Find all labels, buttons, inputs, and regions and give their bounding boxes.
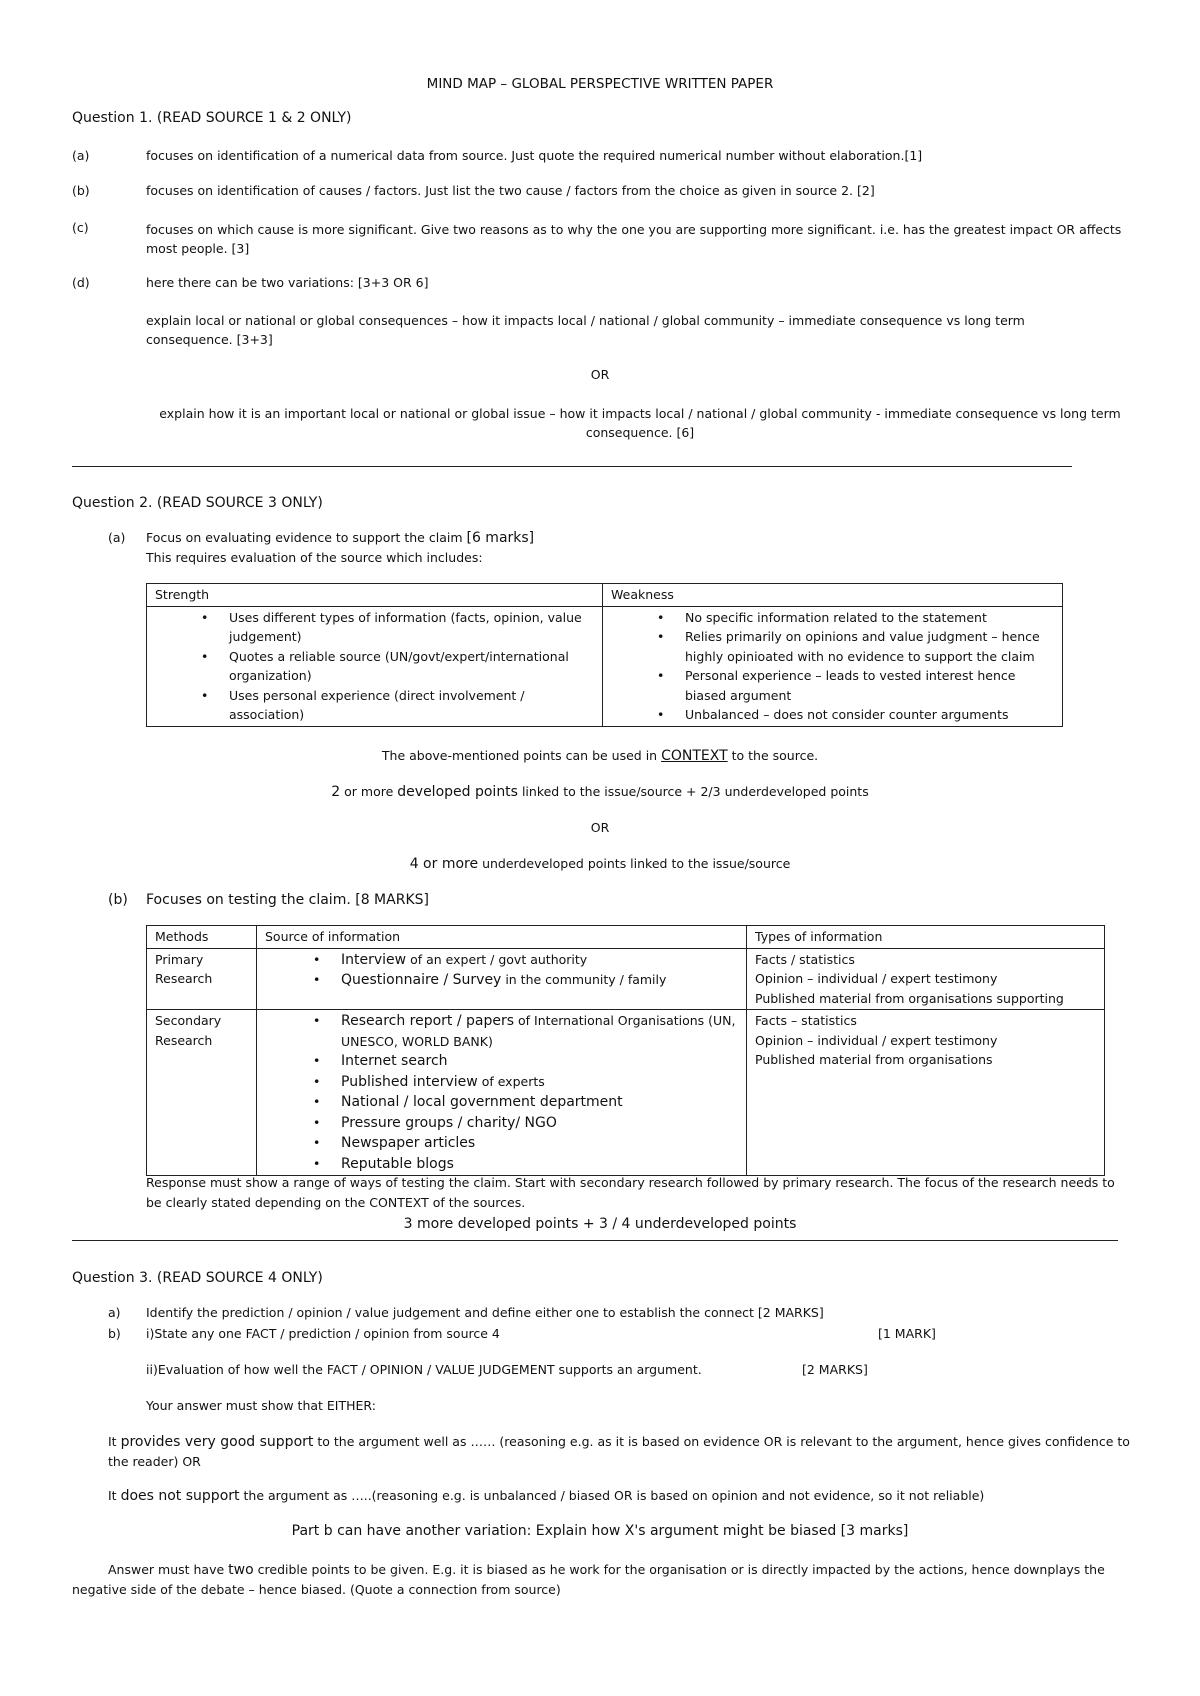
q1c-text: focuses on which cause is more significant. Give two reasons as to why the one you are supporting more significant. i.e. has the greatest impact OR affects most people. [3] [146,222,1122,256]
page-title: MIND MAP – GLOBAL PERSPECTIVE WRITTEN PAPER [426,76,774,92]
q3-heading: Question 3. (READ SOURCE 4 ONLY) [72,1270,323,1286]
weaknesses-cell [603,606,1063,726]
strength-item: • Uses personal experience (direct involvement / association) [189,686,594,725]
source-item [301,1092,738,1113]
type-item: Facts – statistics [755,1013,857,1028]
context-pre: The above-mentioned points can be used in [381,748,662,763]
q3a-label: a) [108,1305,121,1320]
q3-variation: Part b can have another variation: Explain how X's argument might be biased [3 marks] [291,1523,909,1539]
source-rest: of experts [477,1073,545,1089]
type-item: Opinion – individual / expert testimony [755,1032,998,1048]
q2a-text [146,530,534,546]
strengths-cell [147,606,603,726]
crit1-number: 2 [331,784,341,800]
source-strong: Reputable blogs [341,1155,454,1172]
p2-strong: does not support [120,1488,240,1504]
q3b-ii: ii)Evaluation of how well the FACT / OPINION / VALUE JUDGEMENT supports an argument. [146,1362,702,1377]
weakness-item: • Relies primarily on opinions and value judgment – hence highly opinioated with no evidence to support the claim [645,627,1048,666]
q1d-label: (d) [72,275,90,290]
separator-1 [72,466,1072,467]
source-strong: National / local government department [341,1094,623,1110]
weakness-item: • Unbalanced – does not consider counter arguments [645,705,1048,725]
q1d-text: here there can be two variations: [3+3 OR 6] [146,275,429,290]
weakness-header: Weakness [603,584,1063,607]
testing-methods-table [146,925,1105,1176]
q1c-label: (c) [72,220,89,235]
source-strong: Questionnaire / Survey [341,972,502,988]
source-item [301,1011,738,1051]
type-item: Facts / statistics [755,951,855,967]
separator-2 [72,1240,1118,1241]
final-prefix: Answer must have [108,1562,229,1577]
testing-note: Response must show a range of ways of testing the claim. Start with secondary research followed by primary research. The focus of the research needs to be clearly stated depending on the CONTEXT of the sources. [146,1175,1115,1210]
source-rest: in the community / family [501,972,667,987]
weakness-item: • Personal experience – leads to vested interest hence biased argument [645,666,1048,705]
q2-heading: Question 2. (READ SOURCE 3 ONLY) [72,495,323,511]
crit2-number: 4 or more [409,856,479,872]
source-item [301,970,738,991]
q2a-text-main: Focus on evaluating evidence to support the claim [146,530,467,545]
source-strong: Published interview [341,1073,478,1090]
secondary-method: Secondary Research [147,1010,257,1176]
primary-sources [257,948,747,1010]
primary-types [747,948,1105,1010]
p1-rest: to the argument well as …… (reasoning e.g. as it is based on evidence OR is relevant to the argument, hence gives confidence to the reader) OR [108,1434,1130,1469]
source-item [301,1113,738,1134]
q3b-label: b) [108,1326,121,1341]
secondary-sources-list [301,1011,738,1174]
primary-method: Primary Research [147,948,257,1010]
crit1-rest: linked to the issue/source + 2/3 underdeveloped points [517,784,869,799]
q3-not-support-paragraph [108,1488,984,1504]
p2-prefix: It [108,1488,121,1503]
weakness-item: • No specific information related to the statement [645,608,1048,628]
type-item: Opinion – individual / expert testimony [755,971,998,986]
source-rest: of International Organisations (UN, UNESCO, WORLD BANK) [341,1013,736,1049]
q1-heading: Question 1. (READ SOURCE 1 & 2 ONLY) [72,110,352,126]
context-word: CONTEXT [661,748,728,764]
q2a-marks: [6 marks] [466,530,535,546]
source-item [301,1051,738,1072]
criteria-1 [0,784,1200,800]
final-rest: credible points to be given. E.g. it is biased as he work for the organisation or is directly impacted by the actions, hence downplays the negative side of the debate – hence biased. (Quote a connection from source) [72,1562,1105,1597]
q1d-option2: explain how it is an important local or national or global issue – how it impacts local / national / global community - immediate consequence vs long term consequence. [6] [159,406,1121,440]
q3a-text: Identify the prediction / opinion / value judgement and define either one to establish the connect [2 MARKS] [146,1305,824,1320]
q1-or: OR [590,367,610,382]
strength-item: • Uses different types of information (facts, opinion, value judgement) [189,608,594,647]
q2b-label: (b) [108,892,128,908]
source-rest: of an expert / govt authority [406,951,588,967]
crit2-rest: underdeveloped points linked to the issue/source [478,856,791,871]
source-item [301,1072,738,1093]
q1b-label: (b) [72,183,90,198]
q3-final-paragraph [72,1560,1138,1600]
q3-support-paragraph [108,1432,1138,1472]
source-strong: Newspaper articles [341,1135,476,1151]
q1b-text: focuses on identification of causes / factors. Just list the two cause / factors from the choice as given in source 2. [2] [146,183,875,198]
primary-sources-list [301,950,738,991]
criteria-2 [0,856,1200,872]
q1a-text: focuses on identification of a numerical data from source. Just quote the required numerical number without elaboration.[1] [146,148,923,163]
strength-header: Strength [147,584,603,607]
final-strong: two [228,1562,254,1578]
q1a-label: (a) [72,148,90,163]
source-item [301,950,738,971]
secondary-types [747,1010,1105,1176]
q2b-text: Focuses on testing the claim. [8 MARKS] [146,892,429,908]
methods-header: Methods [147,926,257,949]
p1-strong: provides very good support [120,1434,314,1450]
strength-item: • Quotes a reliable source (UN/govt/expert/international organization) [189,647,594,686]
source-strong: Internet search [341,1053,448,1069]
source-item [301,1133,738,1154]
p1-prefix: It [108,1434,121,1449]
q3b-ii-marks: [2 MARKS] [802,1362,868,1377]
source-strong: Pressure groups / charity/ NGO [341,1114,557,1131]
source-strong: Interview [341,951,407,968]
p2-rest: the argument as …..(reasoning e.g. is unbalanced / biased OR is based on opinion and not evidence, so it not reliable) [239,1488,985,1503]
criteria-3: 3 more developed points + 3 / 4 underdeveloped points [403,1216,797,1232]
secondary-sources [257,1010,747,1176]
q1d-option1: explain local or national or global consequences – how it impacts local / national / global community – immediate consequence vs long term consequence. [3+3] [146,313,1025,347]
q3b-i-marks: [1 MARK] [878,1326,936,1341]
type-item: Published material from organisations [755,1052,993,1067]
strength-weakness-table [146,583,1063,727]
q2a-sub: This requires evaluation of the source which includes: [146,550,483,565]
q3-either: Your answer must show that EITHER: [146,1398,376,1413]
source-strong: Research report / papers [341,1013,515,1029]
type-item: Published material from organisations supporting [755,990,1064,1006]
context-note [0,748,1200,764]
q3b-i: i)State any one FACT / prediction / opinion from source 4 [146,1326,500,1341]
crit1-developed: developed points [397,784,518,800]
strengths-list [189,608,594,725]
crit1-or-more: or more [340,784,398,799]
types-header: Types of information [747,926,1105,949]
source-header: Source of information [257,926,747,949]
context-post: to the source. [727,748,819,763]
q2-or: OR [590,820,610,835]
source-item [301,1154,738,1175]
q2a-label: (a) [108,530,126,545]
weaknesses-list [645,608,1048,725]
